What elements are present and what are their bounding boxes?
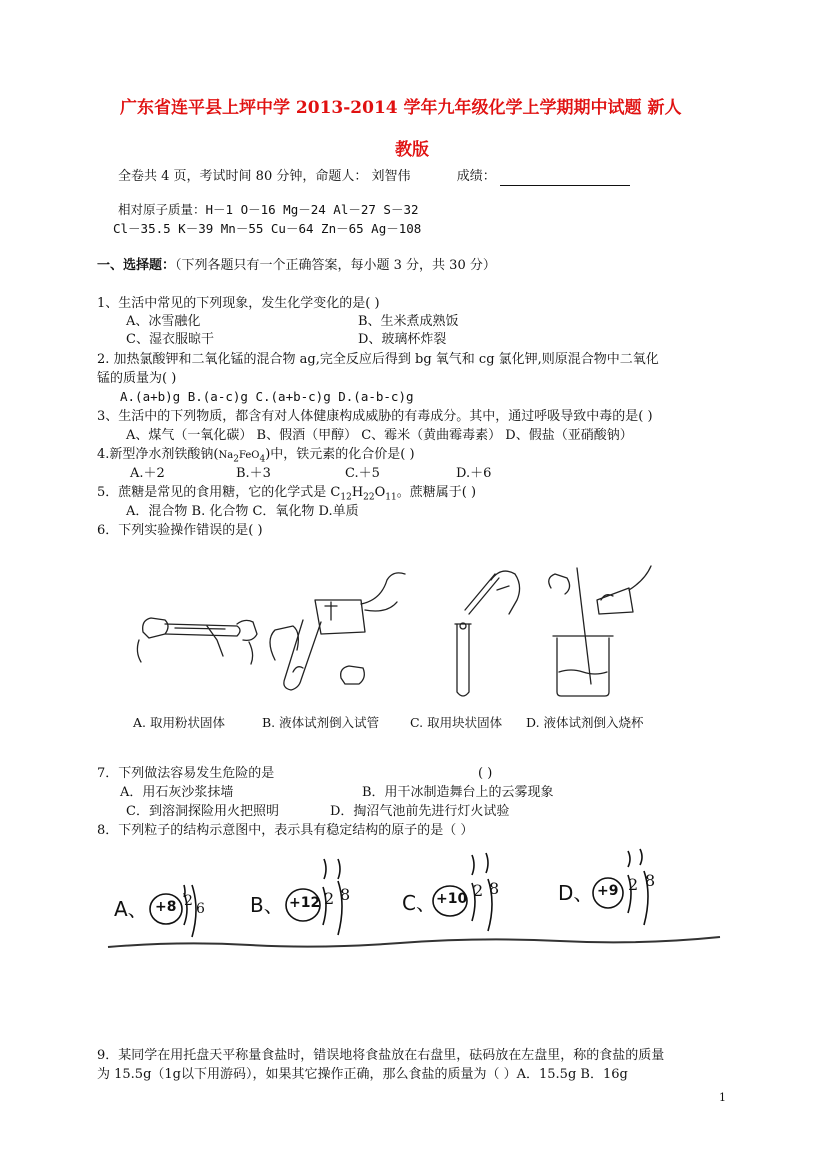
q1-option-c: C、湿衣服晾干 xyxy=(126,332,214,347)
q6-caption-d: D. 液体试剂倒入烧杯 xyxy=(526,715,644,730)
q7-option-c: C．到溶洞探险用火把照明 xyxy=(126,804,279,819)
q2-stem-line1: 2. 加热氯酸钾和二氧化锰的混合物 ag,完全反应后得到 bg 氧气和 cg 氯化钾,则原混合物中二氧化 xyxy=(97,352,659,367)
atomic-masses-line2: Cl－35.5 K－39 Mn－55 Cu－64 Zn－65 Ag－108 xyxy=(113,221,422,236)
q5-stem-pre: 5．蔗糖是常见的食用糖，它的化学式是 C xyxy=(97,485,341,500)
q8-letter-b: B、 xyxy=(250,893,284,917)
illustration-d-liquid-beaker xyxy=(549,566,651,696)
q7-option-b: B．用干冰制造舞台上的云雾现象 xyxy=(362,785,554,800)
q1-stem: 1、生活中常见的下列现象，发生化学变化的是( ) xyxy=(97,296,380,311)
q5-mid1: H xyxy=(351,485,364,500)
q8-shell-c2: 8 xyxy=(489,879,500,898)
q1-option-d: D、玻璃杯炸裂 xyxy=(358,332,447,347)
q4-option-a: A.＋2 xyxy=(130,466,165,481)
q7-option-d: D．掏沼气池前先进行灯火试验 xyxy=(330,804,510,819)
q8-shell-c1: 2 xyxy=(473,881,484,900)
q3-stem: 3、生活中的下列物质，都含有对人体健康构成威胁的有毒成分。其中，通过呼吸导致中毒的是( ) xyxy=(97,409,653,424)
q1-option-a: A、冰雪融化 xyxy=(126,314,201,329)
q7-stem: 7．下列做法容易发生危险的是 xyxy=(97,766,275,781)
q8-shell-b2: 8 xyxy=(340,885,351,904)
q3-options: A、煤气（一氧化碳） B、假酒（甲醇） C、霉米（黄曲霉毒素） D、假盐（亚硝酸钠） xyxy=(126,428,633,443)
q5-sub2: 22 xyxy=(363,492,375,503)
q2-stem-line2: 锰的质量为( ) xyxy=(97,371,177,386)
q5-sub1: 12 xyxy=(340,492,352,503)
section-heading-rest: （下列各题只有一个正确答案，每小题 3 分，共 30 分） xyxy=(175,258,496,273)
q8-letter-a: A、 xyxy=(114,897,148,921)
q4-formula-sub1: 2 xyxy=(233,454,239,465)
section-heading-bold: 一、选择题： xyxy=(97,258,176,273)
q4-formula-sub2: 4 xyxy=(259,454,266,465)
section-heading xyxy=(97,257,496,275)
q6-caption-b: B. 液体试剂倒入试管 xyxy=(262,715,380,730)
q5-sub3: 11 xyxy=(385,492,397,503)
q5-stem-post: 。蔗糖属于( ) xyxy=(396,485,477,500)
atomic-structure-diagrams xyxy=(100,845,740,970)
q8-shell-a2: 6 xyxy=(196,901,205,917)
q8-stem: 8．下列粒子的结构示意图中，表示具有稳定结构的原子的是（ ） xyxy=(97,823,474,838)
lab-operations-illustration xyxy=(125,560,685,710)
illustration-a-powder xyxy=(137,618,257,664)
q6-stem: 6．下列实验操作错误的是( ) xyxy=(97,523,263,538)
q4-stem-pre: 4.新型净水剂铁酸钠( xyxy=(97,447,219,462)
q4-option-d: D.＋6 xyxy=(456,466,492,481)
illustration-b-liquid-tube xyxy=(270,573,405,690)
q8-nucleus-d: +9 xyxy=(597,883,619,899)
q8-nucleus-a: +8 xyxy=(155,899,177,915)
q8-letter-d: D、 xyxy=(558,881,594,905)
q4-stem-post: )中，铁元素的化合价是( ) xyxy=(265,447,415,462)
exam-info xyxy=(118,168,630,186)
q4-formula-na: Na xyxy=(218,450,234,461)
q8-shell-b1: 2 xyxy=(324,889,335,908)
score-label: 成绩： xyxy=(456,169,496,184)
q7-paren: ( ) xyxy=(478,766,493,781)
q9-line1: 9．某同学在用托盘天平称量食盐时，错误地将食盐放在右盘里，砝码放在左盘里，称的食盐的质量 xyxy=(97,1048,665,1063)
q4-formula-feo: FeO xyxy=(238,450,260,461)
q6-caption-a: A. 取用粉状固体 xyxy=(133,715,225,730)
q1-option-b: B、生米煮成熟饭 xyxy=(358,314,459,329)
q4-option-c: C.＋5 xyxy=(345,466,380,481)
q8-nucleus-b: +12 xyxy=(289,895,321,911)
page-number: 1 xyxy=(719,1091,726,1104)
q8-shell-d1: 2 xyxy=(628,875,639,894)
q4-option-b: B.＋3 xyxy=(236,466,271,481)
page-title-line2: 教版 xyxy=(395,140,429,160)
q2-options: A.(a+b)g B.(a-c)g C.(a+b-c)g D.(a-b-c)g xyxy=(120,389,414,404)
illustration-c-solid-tube xyxy=(455,571,520,696)
atomic-masses-line1: 相对原子质量：H－1 O－16 Mg－24 Al－27 S－32 xyxy=(118,202,419,217)
q8-nucleus-c: +10 xyxy=(436,891,468,907)
q8-letter-c: C、 xyxy=(402,891,436,915)
q7-option-a: A．用石灰沙浆抹墙 xyxy=(120,785,234,800)
exam-info-text: 全卷共 4 页，考试时间 80 分钟，命题人： 刘智伟 xyxy=(118,169,411,184)
q5-mid2: O xyxy=(374,485,386,500)
page-title-line1: 广东省连平县上坪中学 2013-2014 学年九年级化学上学期期中试题 新人 xyxy=(120,98,682,118)
score-blank xyxy=(500,171,630,186)
q6-caption-c: C. 取用块状固体 xyxy=(410,715,503,730)
q5-options: A．混合物 B. 化合物 C．氧化物 D.单质 xyxy=(126,504,359,519)
q8-shell-a1: 2 xyxy=(184,893,193,909)
q8-shell-d2: 8 xyxy=(645,871,656,890)
q9-line2: 为 15.5g（1g以下用游码），如果其它操作正确，那么食盐的质量为（ ）A．15.5g B．16g xyxy=(97,1067,628,1082)
